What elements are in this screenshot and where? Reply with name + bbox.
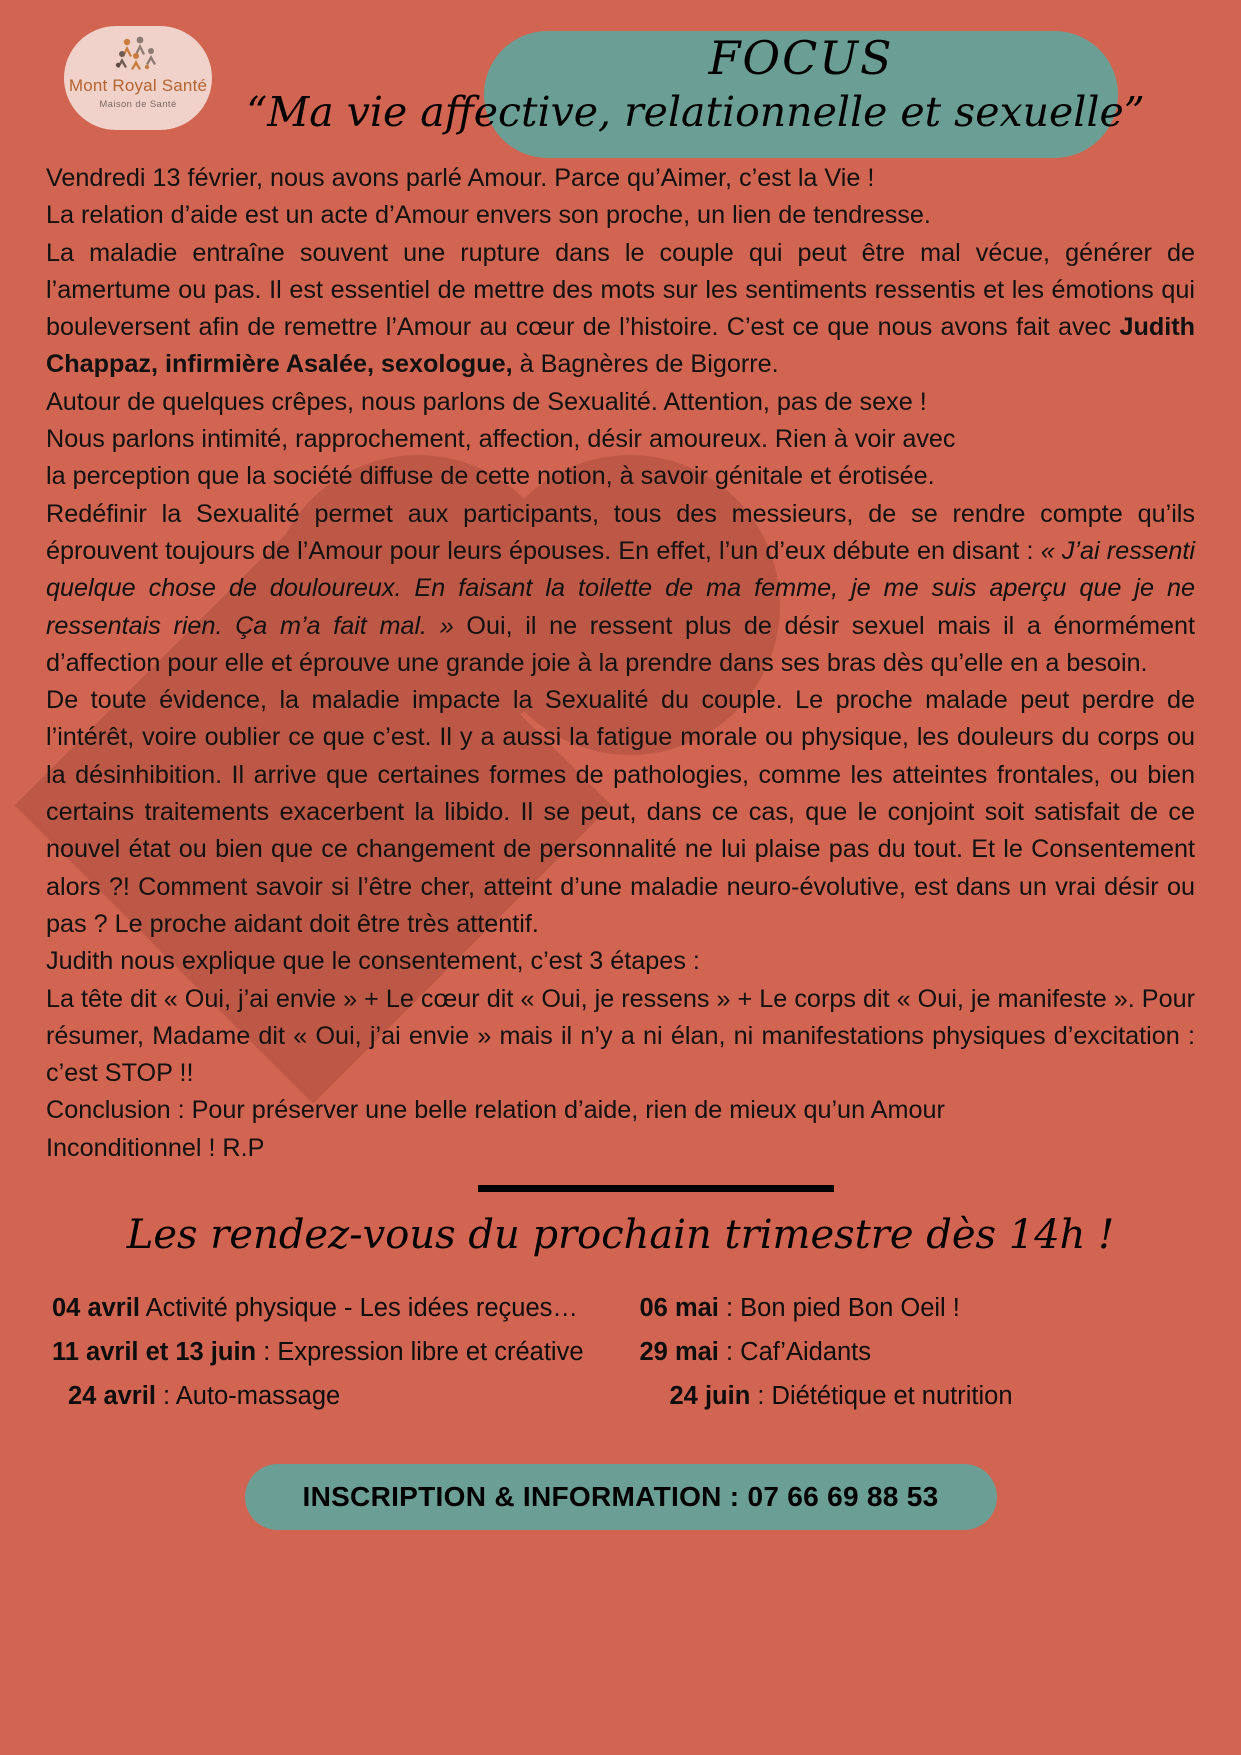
paragraph-etapes-intro: Judith nous explique que le consentement, c’est 3 étapes : [46, 947, 700, 976]
participant-quote: « J’ai ressenti quelque chose de douloureux. En faisant la toilette de ma femme, je me suis aperçu que je ne ressentais rien. Ça m’a fait mal. » [46, 536, 1195, 640]
paragraph-perception: la perception que la société diffuse de cette notion, à savoir génitale et érotisée. [46, 462, 935, 491]
contact-banner[interactable]: INSCRIPTION & INFORMATION : 07 66 69 88 53 [245, 1464, 997, 1530]
people-star-icon [111, 34, 165, 74]
schedule-item [640, 1286, 1206, 1330]
paragraph-intimite: Nous parlons intimité, rapprochement, affection, désir amoureux. Rien à voir avec [46, 425, 956, 454]
rendezvous-heading: Les rendez-vous du prochain trimestre dès 14h ! [126, 1212, 1115, 1259]
paragraph-maladie-part1: La maladie entraîne souvent une rupture dans le couple qui peut être mal vécue, générer de l’amertume ou pas. Il est essentiel de mettre des mots sur les sentiments ressentis et les émotions qui bouleversent afin de remettre l’Amour au cœur de l’histoire. C’est ce que nous avons fait avec [46, 238, 1195, 342]
schedule-label: Diététique et nutrition [771, 1382, 1013, 1411]
logo-name: Mont Royal Santé [68, 76, 208, 95]
schedule-list [0, 1286, 1241, 1418]
schedule-item [52, 1374, 618, 1418]
schedule-item [640, 1330, 1206, 1374]
paragraph-maladie [46, 235, 1195, 384]
schedule-separator: : [718, 1294, 741, 1323]
paragraph-redefinir-part1: Redéfinir la Sexualité permet aux participants, tous des messieurs, de se rendre compte qu’ils éprouvent toujours de l’Amour pour leurs épouses. En effet, l’un d’eux débute en disant : [46, 499, 1195, 565]
schedule-date: 06 mai [639, 1294, 719, 1323]
page-header [0, 0, 1241, 160]
schedule-separator: : [155, 1382, 176, 1411]
paragraph-conclusion: Conclusion : Pour préserver une belle relation d’aide, rien de mieux qu’un Amour [46, 1096, 945, 1125]
paragraph-evidence: De toute évidence, la maladie impacte la Sexualité du couple. Le proche malade peut perdre de l’intérêt, voire oublier ce que c’est. Il y a aussi la fatigue morale ou physique, les douleurs du corps ou la désinhibition. Il arrive que certaines formes de pathologies, comme les atteintes frontales, ou bien certains traitements exacerbent la libido. Il se peut, dans ce cas, que le conjoint soit satisfait de ce nouvel état ou bien que ce changement de personnalité ne lui plaise pas du tout. Et le Consentement alors ?! Comment savoir si l’être cher, atteint d’une maladie neuro-évolutive, est dans un vrai désir ou pas ? Le proche aidant doit être très attentif. [46, 686, 1195, 938]
schedule-label: Caf’Aidants [740, 1338, 872, 1367]
speaker-name: Judith Chappaz, infirmière Asalée, sexologue, [46, 313, 1195, 379]
schedule-date: 24 avril [68, 1382, 156, 1411]
page-title: FOCUS [708, 31, 894, 85]
schedule-label: Bon pied Bon Oeil ! [740, 1294, 960, 1323]
article-body [46, 160, 1195, 1167]
section-divider-wrap [0, 1185, 1241, 1192]
paragraph-redefinir [46, 496, 1195, 682]
page-subtitle: “Ma vie affective, relationnelle et sexuelle” [246, 88, 1145, 136]
schedule-separator: : [718, 1338, 741, 1367]
paragraph-etapes: La tête dit « Oui, j’ai envie » + Le cœur dit « Oui, je ressens » + Le corps dit « Oui, je manifeste ». Pour résumer, Madame dit « Oui, j’ai envie » mais il n’y a ni élan, ni manifestations physiques d’excitation : c’est STOP !! [46, 984, 1195, 1088]
schedule-date: 11 avril et 13 juin [52, 1338, 257, 1367]
schedule-separator: : [750, 1382, 772, 1411]
schedule-label: Activité physique - Les idées reçues… [145, 1294, 578, 1323]
paragraph-crepes: Autour de quelques crêpes, nous parlons de Sexualité. Attention, pas de sexe ! [46, 387, 927, 416]
schedule-date: 24 juin [669, 1382, 751, 1411]
paragraph-intro-2: La relation d’aide est un acte d’Amour envers son proche, un lien de tendresse. [46, 201, 931, 230]
schedule-item [640, 1374, 1206, 1418]
paragraph-redefinir-part2: Oui, il ne ressent plus de désir sexuel mais il a énormément d’affection pour elle et éprouve une grande joie à la prendre dans ses bras dès qu’elle en a besoin. [46, 611, 1195, 677]
schedule-item [52, 1286, 618, 1330]
schedule-item [52, 1330, 618, 1374]
paragraph-maladie-part2: à Bagnères de Bigorre. [512, 350, 779, 379]
section-divider [478, 1185, 834, 1192]
schedule-date: 04 avril [52, 1294, 140, 1323]
paragraph-intro-1: Vendredi 13 février, nous avons parlé Amour. Parce qu’Aimer, c’est la Vie ! [46, 164, 875, 192]
schedule-column-left [52, 1286, 618, 1418]
schedule-column-right [618, 1286, 1206, 1418]
schedule-label: Expression libre et créative [277, 1338, 584, 1367]
paragraph-signature: Inconditionnel ! R.P [46, 1133, 265, 1162]
schedule-date: 29 mai [639, 1338, 719, 1367]
schedule-label: Auto-massage [175, 1382, 341, 1411]
schedule-separator: : [256, 1338, 278, 1367]
logo-subtitle: Maison de Santé [99, 99, 177, 110]
